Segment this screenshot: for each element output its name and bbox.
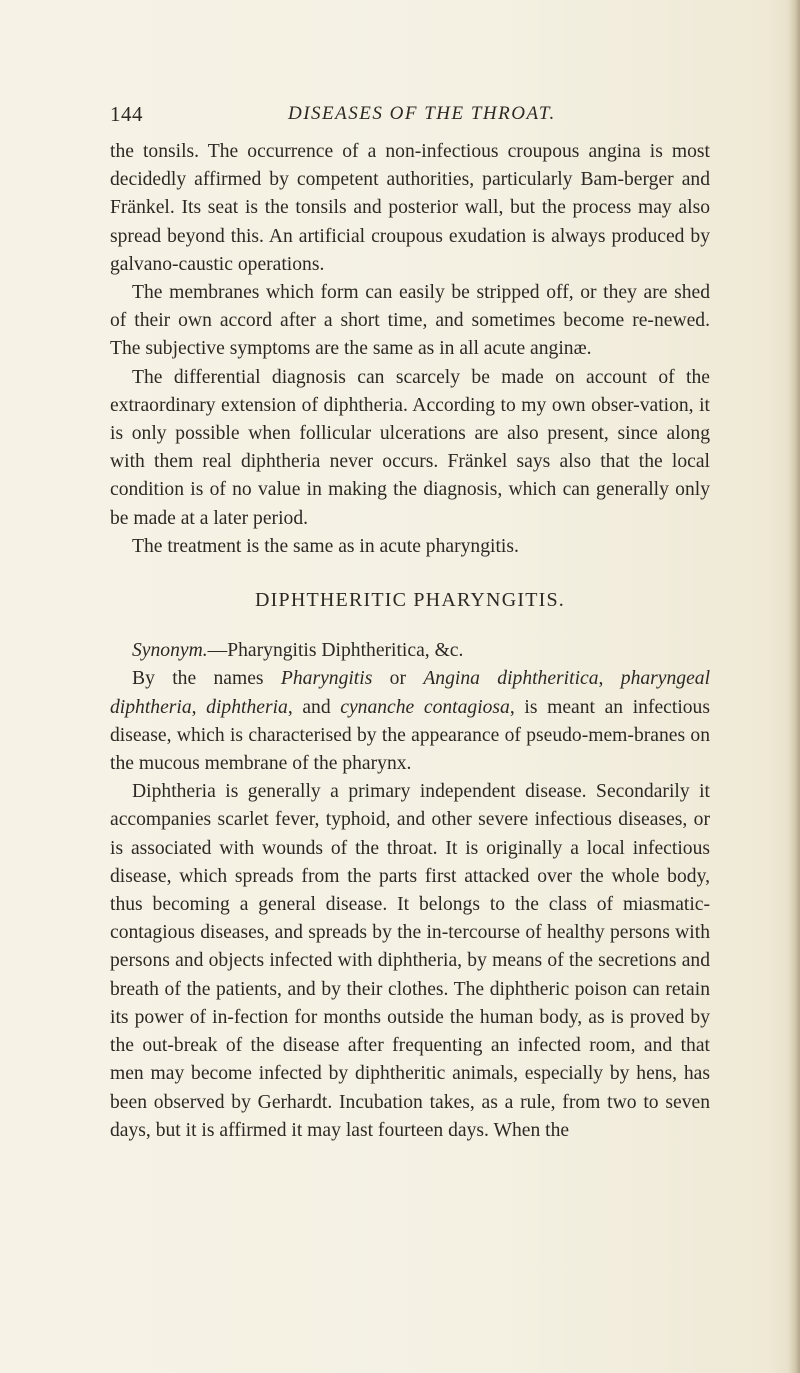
synonym-label: Synonym. (132, 640, 208, 662)
names-text-5: , and (287, 696, 341, 718)
names-text-4: , (191, 696, 207, 718)
page-edge-shadow (788, 0, 800, 1373)
names-italic-pharyngeal: pharyngeal diphtheria (110, 668, 711, 718)
paragraph-primary-disease: Diphtheria is generally a primary independent disease. Secondarily it accompanies scarlet fever, typhoid, and other severe infectious diseases, or is associated with wounds of the throat. It is originally a local infectious disease, which spreads from the parts first attacked over the whole body, thus becoming a general disease. It belongs to the class of miasmatic-contagious diseases, and spreads by the in-tercourse of healthy persons with persons and objects infected with diphtheria, by means of the secretions and breath of the patients, and by their clothes. The diphtheric poison can retain its power of in-fection for months outside the human body, as is proved by the out-break of the disease after frequenting an infected room, and that men may become infected by diphtheritic animals, especially by hens, has been observed by Gerhardt. Incubation takes, as a rule, from two to seven days, but it is affirmed it may last fourteen days. When the (110, 781, 710, 1141)
names-text-2: or (372, 668, 424, 690)
page-number: 144 (110, 102, 143, 126)
paragraph-synonym (110, 637, 710, 665)
names-italic-angina: Angina diphtheritica (423, 668, 599, 690)
paragraph-treatment: The treatment is the same as in acute pharyngitis. (132, 535, 519, 557)
paragraph-croupous-angina: the tonsils. The occurrence of a non-infectious croupous angina is most decidedly affirmed by competent authorities, particularly Bam-berger and Fränkel. Its seat is the tonsils and posterior wall, but the process may also spread beyond this. An artificial croupous exudation is always produced by galvano-caustic operations. (110, 141, 710, 275)
names-italic-cynanche: cynanche contagiosa (340, 696, 510, 718)
names-text-3: , (598, 668, 621, 690)
names-italic-diphtheria: diphtheria (206, 696, 288, 718)
paragraph-names (110, 665, 710, 778)
names-text-1: By the names (132, 668, 281, 690)
page-header (110, 102, 710, 132)
paragraph-membranes: The membranes which form can easily be stripped off, or they are shed of their own accord after a short time, and sometimes become re-newed. The subjective symptoms are the same as in all acute anginæ. (110, 282, 710, 360)
synonym-text: —Pharyngitis Diphtheritica, &c. (207, 640, 464, 662)
running-title: DISEASES OF THE THROAT. (288, 103, 556, 124)
names-text-6: , is meant an infectious disease, which is characterised by the appearance of pseudo-mem-branes on the mucous membrane of the pharynx. (110, 696, 710, 775)
names-italic-pharyngitis: Pharyngitis (280, 668, 373, 690)
body-text (110, 138, 710, 1145)
paragraph-differential-diagnosis: The differential diagnosis can scarcely be made on account of the extraordinary extension of diphtheria. According to my own obser-vation, it is only possible when follicular ulcerations are also present, since along with them real diphtheria never occurs. Fränkel says also that the local condition is of no value in making the diagnosis, which can generally only be made at a later period. (110, 366, 710, 529)
section-heading: DIPHTHERITIC PHARYNGITIS. (255, 589, 565, 612)
